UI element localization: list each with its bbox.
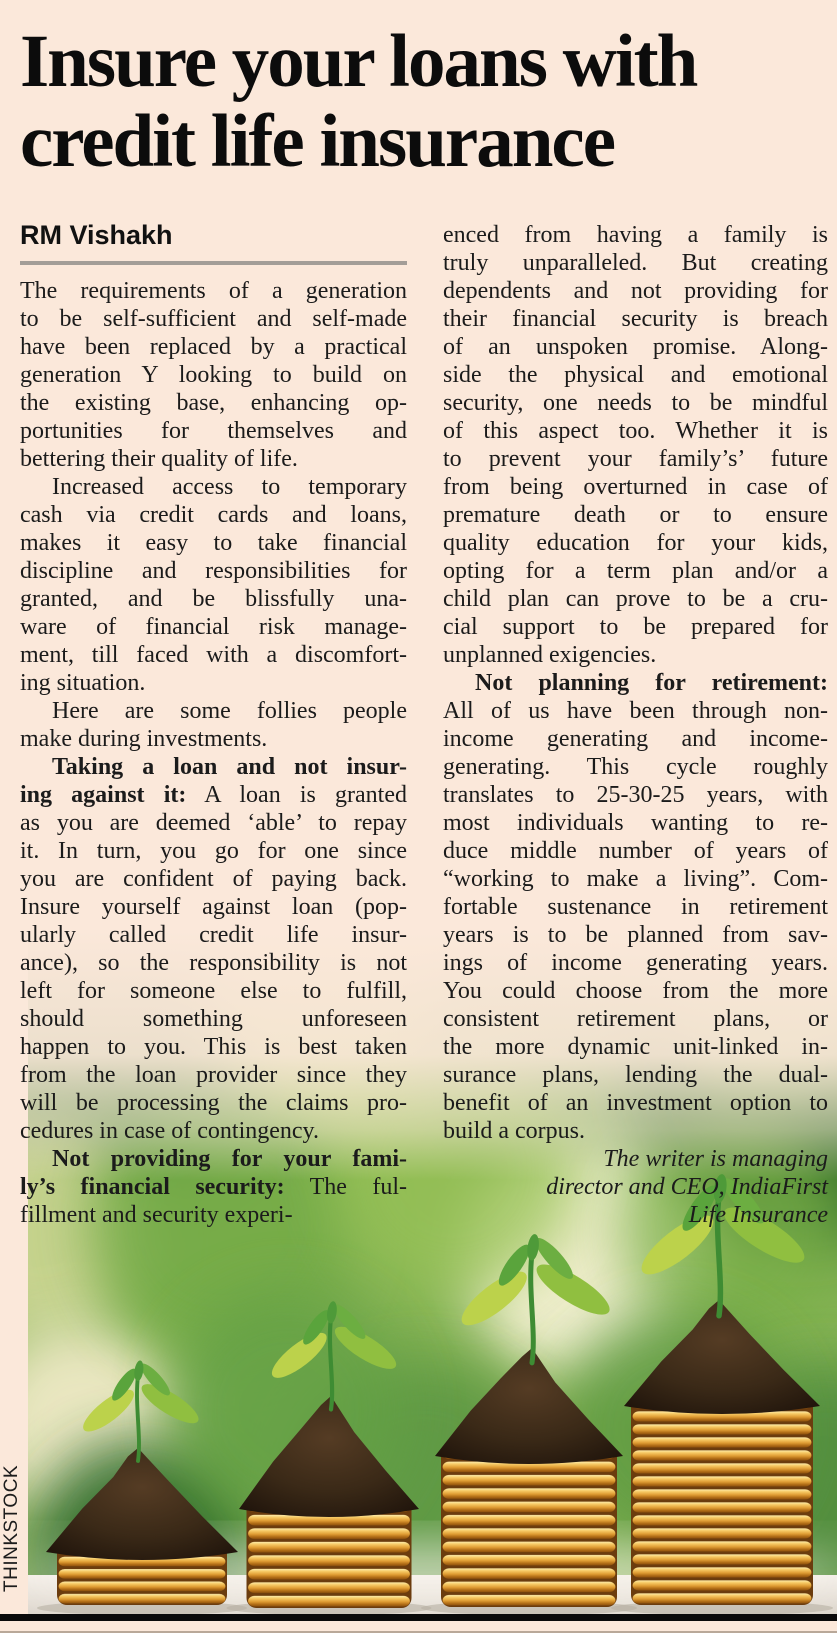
coin [633,1593,812,1603]
text-line: to be self-sufficient and self-made [20,306,407,332]
text-line: generation Y looking to build on [20,362,407,388]
article-column-left [20,277,407,1229]
stem [137,1376,139,1461]
text-line: as you are deemed ‘able’ to repay [20,810,407,836]
text-line: unplanned exigencies. [443,642,657,668]
coin [443,1568,616,1579]
bold-lead-in: Not providing for your fami- [52,1146,407,1172]
text-line: ly’s financial security: The ful- [20,1174,407,1200]
byline-divider-rule [20,261,407,265]
text-line: portunities for themselves and [20,418,407,444]
stem [531,1254,534,1363]
text-line: enced from having a family is [443,222,828,248]
text-line [20,753,407,781]
text-line: years is to be planned from sav- [443,922,828,948]
coin [633,1463,812,1473]
text-line: of this aspect too. Whether it is [443,418,828,444]
coin [248,1569,410,1580]
text-line: the existing base, enhancing op- [20,390,407,416]
text-line: fillment and security experi- [20,1202,293,1228]
coin [633,1515,812,1525]
text-line [20,1145,407,1173]
bold-lead-in: ly’s financial security: [20,1174,285,1200]
bold-lead-in: Not planning for retirement: [475,670,828,696]
text-line: from the loan provider since they [20,1062,407,1088]
text-line: truly unparalleled. But creating [443,250,828,276]
bold-lead-in: ing against it: [20,782,187,808]
byline: RM Vishakh [20,220,173,250]
coin [443,1555,616,1566]
text-line: should something unforeseen [20,1006,407,1032]
text-line: side the physical and emotional [443,362,828,388]
article-headline [20,22,820,182]
text-line: cial support to be prepared for [443,614,828,640]
coin [443,1542,616,1553]
coin [443,1595,616,1606]
text-line: will be processing the claims pro- [20,1090,407,1116]
coin [633,1580,812,1590]
text-line: consistent retirement plans, or [443,1006,828,1032]
text-line: benefit of an investment option to [443,1090,828,1116]
text-line: bettering their quality of life. [20,446,298,472]
text-line: to prevent your family’s’ future [443,446,828,472]
text-line: quality education for your kids, [443,530,828,556]
coin [59,1594,226,1604]
text-line: their financial security is breach [443,306,828,332]
text-line: Here are some follies people [52,698,407,724]
article-column-right [443,221,828,1229]
text-line: ware of financial risk manage- [20,614,407,640]
text-line: make during investments. [20,726,268,752]
coin [633,1450,812,1460]
text-line: premature death or to ensure [443,502,828,528]
text-line: Increased access to temporary [52,474,407,500]
text-line: “working to make a living”. Com- [443,866,828,892]
text-line: have been replaced by a practical [20,334,407,360]
section-bottom-rule [0,1614,837,1621]
text-line: ment, till faced with a discomfort- [20,642,407,668]
text-line: security, one needs to be mindful [443,390,828,416]
text-line: the more dynamic unit-linked in- [443,1034,828,1060]
text-line: discipline and responsibilities for [20,558,407,584]
text-line: ing against it: A loan is granted [20,782,408,808]
text-line: generating. This cycle roughly [443,754,828,780]
coin [633,1554,812,1564]
coin [633,1541,812,1551]
coin [633,1528,812,1538]
text-line: happen to you. This is best taken [20,1034,407,1060]
coin [443,1488,616,1499]
coin [633,1437,812,1447]
text-line [443,669,828,697]
coin [633,1489,812,1499]
text-line: fortable sustenance in retirement [443,894,828,920]
text-line: opting for a term plan and/or a [443,558,828,584]
coin [443,1502,616,1513]
bold-lead-in: Taking a loan and not insur- [52,754,407,780]
coin [59,1581,226,1591]
text-line: of an unspoken promise. Along- [443,334,828,360]
text-line: cedures in case of contingency. [20,1118,319,1144]
photo-credit: THINKSTOCK [1,1464,22,1592]
coin [248,1528,410,1539]
coin [633,1502,812,1512]
text-line: ularly called credit life insur- [20,922,407,948]
text-line: most individuals wanting to re- [443,810,828,836]
text-line: The requirements of a generation [20,278,407,304]
text-line: You could choose from the more [443,978,828,1004]
credit-line: director and CEO, IndiaFirst [546,1174,828,1200]
text-line: ance), so the responsibility is not [20,950,407,976]
coin [443,1515,616,1526]
text-line: translates to 25-30-25 years, with [443,782,828,808]
text-line: build a corpus. [443,1118,585,1144]
coin [443,1582,616,1593]
text-line: you are confident of paying back. [20,866,407,892]
text-line: dependents and not providing for [443,278,828,304]
text-line: income generating and income- [443,726,828,752]
coin [248,1555,410,1566]
stem [330,1318,332,1409]
text-line: ing situation. [20,670,146,696]
text-line: granted, and be blissfully una- [20,586,407,612]
text-line: All of us have been through non- [443,698,828,724]
text-line: makes it easy to take financial [20,530,407,556]
text-line: ings of income generating years. [443,950,828,976]
text-line: left for someone else to fulfill, [20,978,407,1004]
coin [59,1569,226,1579]
coin [443,1528,616,1539]
coin [633,1567,812,1577]
credit-line: Life Insurance [688,1202,828,1228]
text-line: Insure yourself against loan (pop- [20,894,407,920]
credit-line: The writer is managing [603,1146,828,1172]
text-line: it. In turn, you go for one since [20,838,407,864]
headline-line-2: credit life insurance [20,100,614,183]
text-line: child plan can prove to be a cru- [443,586,828,612]
text-line: cash via credit cards and loans, [20,502,407,528]
text-line: surance plans, lending the dual- [443,1062,828,1088]
coin [633,1476,812,1486]
coin [248,1596,410,1607]
coin [248,1542,410,1553]
headline-line-1: Insure your loans with [20,20,697,103]
text-line: duce middle number of years of [443,838,828,864]
coin [443,1475,616,1486]
text-line: from being overturned in case of [443,474,828,500]
coin [633,1424,812,1434]
coin [248,1582,410,1593]
